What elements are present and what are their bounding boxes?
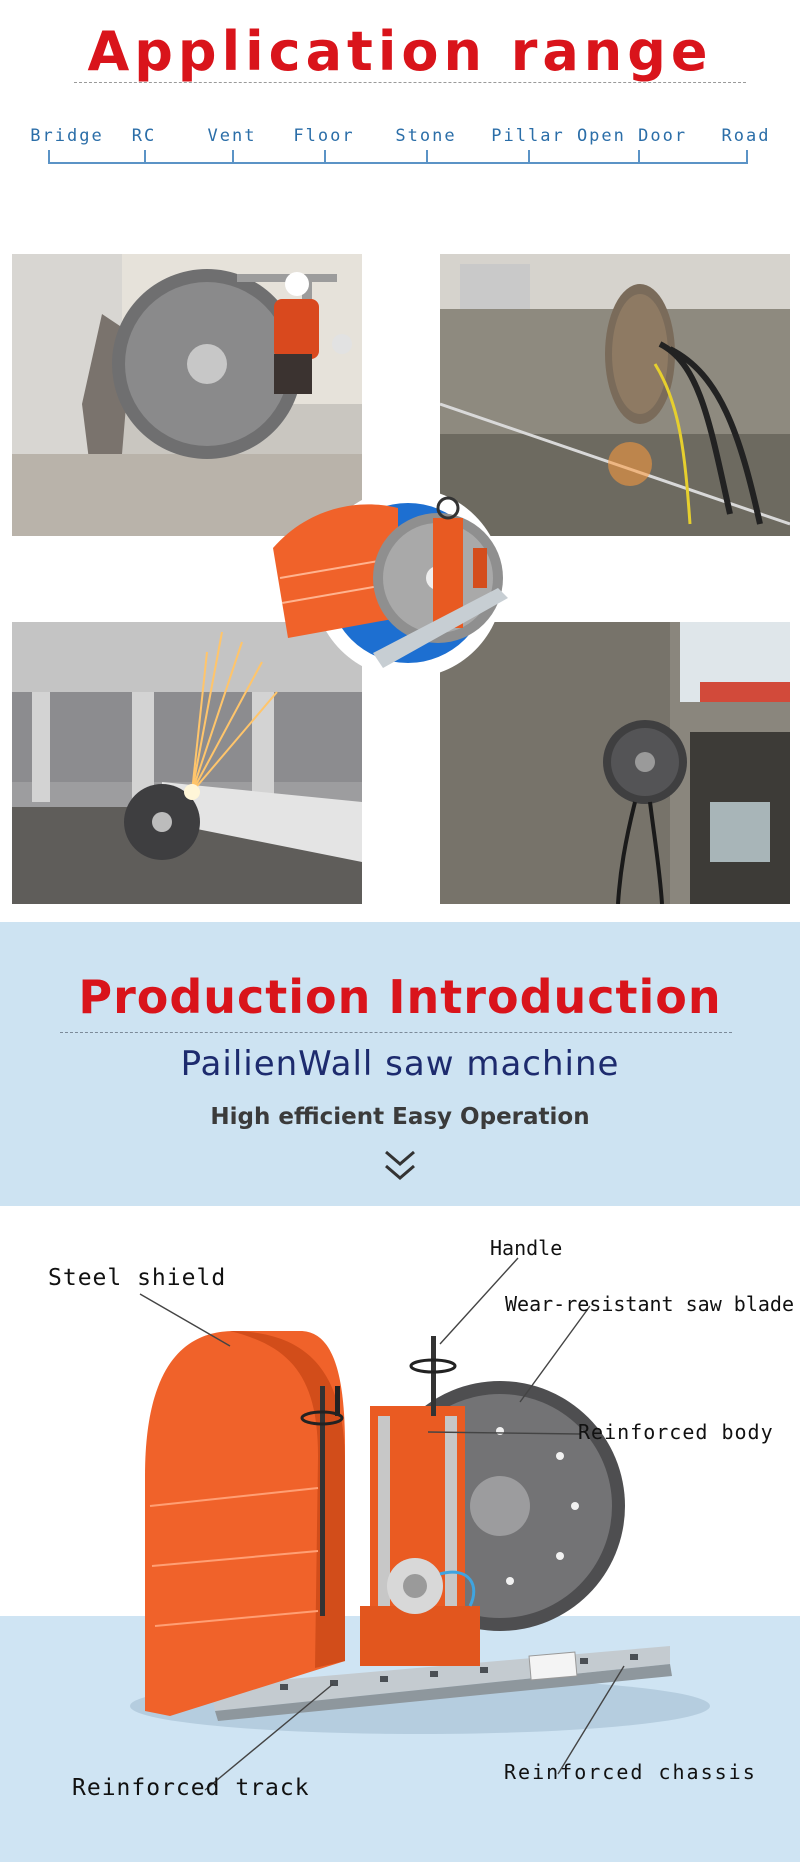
scope-road: Road <box>721 126 771 146</box>
scope-tick <box>48 150 50 163</box>
scope-timeline <box>48 162 748 164</box>
scope-floor: Floor <box>293 126 355 146</box>
scope-tick <box>324 150 326 163</box>
scope-tick <box>426 150 428 163</box>
scope-rc: RC <box>131 126 157 146</box>
callout-steel-shield: Steel shield <box>48 1265 227 1291</box>
production-introduction-title: Production Introduction <box>78 970 722 1024</box>
application-range-title: Application range <box>87 20 713 83</box>
callout-reinforced-chassis: Reinforced chassis <box>504 1760 757 1784</box>
scope-tick <box>746 150 748 163</box>
callout-reinforced-body: Reinforced body <box>578 1420 774 1444</box>
intro-divider <box>60 1032 732 1033</box>
callout-handle: Handle <box>490 1236 563 1260</box>
callout-saw-blade: Wear-resistant saw blade <box>505 1292 794 1316</box>
scope-bridge: Bridge <box>30 126 104 146</box>
scope-open-door: Open Door <box>576 126 688 146</box>
double-chevron-down-icon <box>380 1148 420 1184</box>
application-scope-bar <box>0 126 800 168</box>
scope-vent: Vent <box>207 126 257 146</box>
scope-tick <box>528 150 530 163</box>
product-tagline: High efficient Easy Operation <box>210 1104 590 1130</box>
wall-saw-product-badge <box>268 488 518 688</box>
scope-tick <box>144 150 146 163</box>
scope-pillar: Pillar <box>491 126 565 146</box>
scope-tick <box>638 150 640 163</box>
callout-reinforced-track: Reinforced track <box>72 1775 310 1801</box>
product-name: PailienWall saw machine <box>180 1044 620 1084</box>
title-divider <box>74 82 746 83</box>
scope-stone: Stone <box>395 126 457 146</box>
scope-tick <box>232 150 234 163</box>
